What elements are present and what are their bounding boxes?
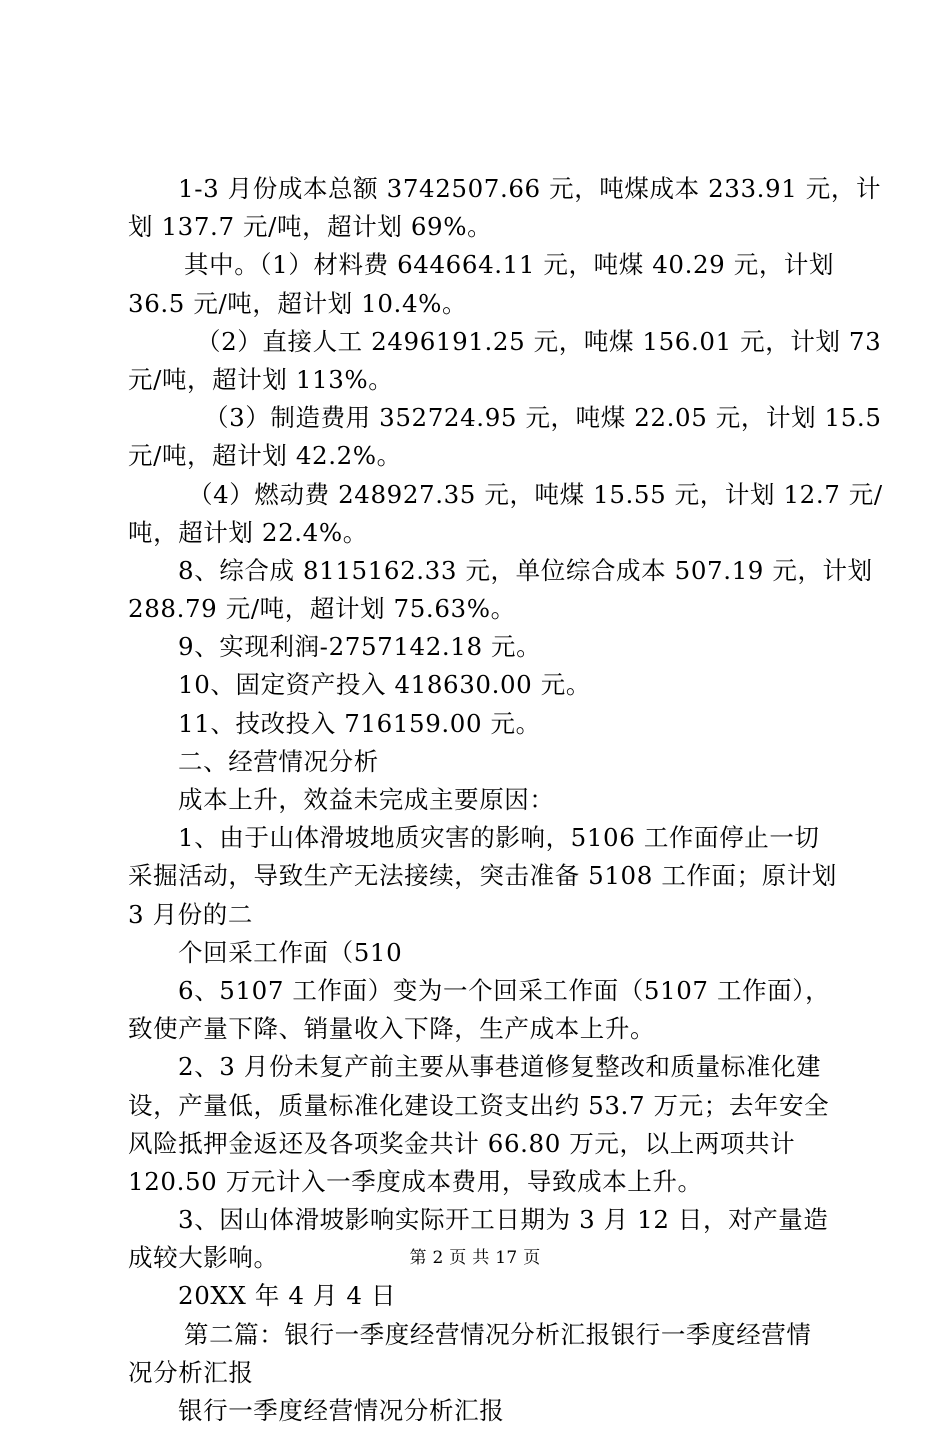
page-number-footer: 第 2 页 共 17 页 [409,1248,541,1268]
paragraph-line: 6、5107 工作面）变为一个回采工作面（5107 工作面）， [178,975,831,1005]
paragraph-line: 元/吨，超计划 42.2%。 [128,441,402,471]
paragraph-line: 10、固定资产投入 418630.00 元。 [178,670,591,700]
paragraph-line: 况分析汇报 [128,1357,254,1387]
paragraph-line: 采掘活动，导致生产无法接续，突击准备 5108 工作面；原计划 [128,861,838,891]
paragraph-line: 1、由于山体滑坡地质灾害的影响，5106 工作面停止一切 [178,823,820,853]
paragraph-line: 第二篇：银行一季度经营情况分析汇报银行一季度经营情 [184,1319,812,1349]
paragraph-line: （2）直接人工 2496191.25 元，吨煤 156.01 元，计划 73 [196,326,882,356]
paragraph-line: （3）制造费用 352724.95 元，吨煤 22.05 元，计划 15.5 [204,403,882,433]
paragraph-line: 2、3 月份未复产前主要从事巷道修复整改和质量标准化建 [178,1052,822,1082]
paragraph-line: （4）燃动费 248927.35 元，吨煤 15.55 元，计划 12.7 元/ [188,479,883,509]
paragraph-line: 吨，超计划 22.4%。 [128,517,368,547]
paragraph-line: 9、实现利润-2757142.18 元。 [178,632,542,662]
paragraph-line: 3 月份的二 [128,899,253,929]
paragraph-line: 致使产量下降、销量收入下降，生产成本上升。 [128,1014,656,1044]
paragraph-line: 3、因山体滑坡影响实际开工日期为 3 月 12 日，对产量造 [178,1205,829,1235]
paragraph-line: 其中。（1）材料费 644664.11 元，吨煤 40.29 元，计划 [184,250,835,280]
paragraph-line: 11、技改投入 716159.00 元。 [178,708,541,738]
paragraph-line: 风险抵押金返还及各项奖金共计 66.80 万元，以上两项共计 [128,1128,796,1158]
paragraph-line: 36.5 元/吨，超计划 10.4%。 [128,288,468,318]
paragraph-line: 288.79 元/吨，超计划 75.63%。 [128,594,516,624]
paragraph-line: 成较大影响。 [128,1243,279,1273]
paragraph-line: 120.50 万元计入一季度成本费用，导致成本上升。 [128,1166,703,1196]
paragraph-line: 8、综合成 8115162.33 元，单位综合成本 507.19 元，计划 [178,555,873,585]
paragraph-line: 1-3 月份成本总额 3742507.66 元，吨煤成本 233.91 元，计 [178,174,882,203]
paragraph-line: 设，产量低，质量标准化建设工资支出约 53.7 万元；去年安全 [128,1090,830,1120]
document-body [128,170,883,1430]
paragraph-line: 成本上升，效益未完成主要原因： [178,785,555,814]
paragraph-line: 银行一季度经营情况分析汇报 [178,1396,505,1425]
paragraph-line: 划 137.7 元/吨，超计划 69%。 [128,212,493,242]
section-heading: 二、经营情况分析 [178,746,379,776]
paragraph-line: 元/吨，超计划 113%。 [128,364,394,394]
date-line: 20XX 年 4 月 4 日 [178,1281,397,1311]
paragraph-line: 个回采工作面（510 [178,937,403,967]
